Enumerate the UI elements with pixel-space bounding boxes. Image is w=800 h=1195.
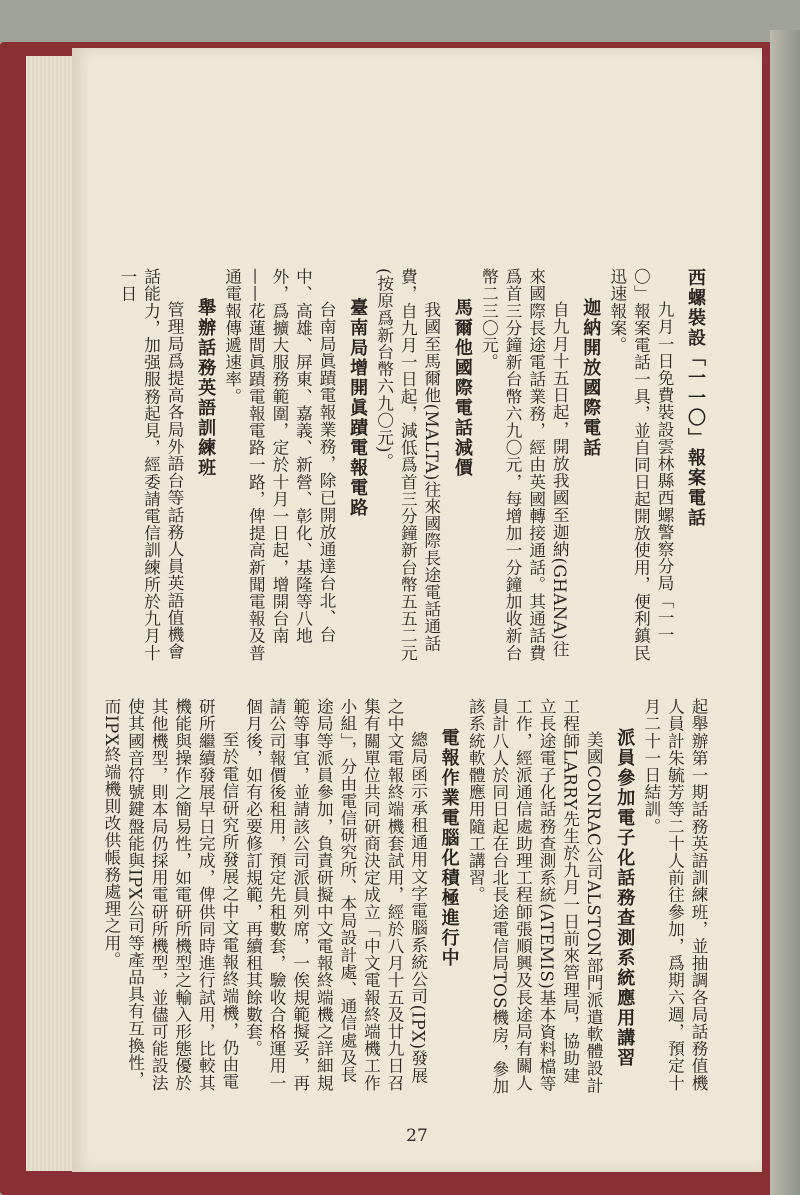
page-edges xyxy=(26,56,78,1171)
article-paragraph: 美國CONRAC公司ALSTON部門派遣軟體設計工程師LARRY先生於九月一日前來管理局，協助建立長途電子化話務查測系統(ATEMIS)基本資料檔等工作，經派通信處助理工程師張順興及長途局有關人員計八人於同日起在台北長途電信局TOS機房，參加該系統軟體應用隨工講習。 xyxy=(466,698,604,1095)
article-title: 馬爾他國際電話減價 xyxy=(451,298,473,478)
article-paragraph: 台南局眞蹟電報業務，除已開放通達台北、台中、高雄、屏東、嘉義、新營、彰化、基隆等八地外，爲擴大服務範圍，定於十月一日起，增開台南——花蓮間眞蹟電報電路一路，俾提高新聞電報及普通電報傳遞速率。 xyxy=(222,268,337,662)
article-title: 舉辦話務英語訓練班 xyxy=(195,298,217,478)
article-paragraph: 至於電信研究所發展之中文電報終端機，仍由電研所繼續發展早日完成，俾供同時進行試用，比較其機能與操作之簡易性，如電研所機型之輸入形態優於其他機型，則本局仍採用電研所機型，並儘可能設法使其國音符號鍵盤能與IPX公司等產品具有互換性，而IPX終端機則改供帳務處理之用。 xyxy=(101,698,239,1092)
article-title: 派員參加電子化話務查測系統應用講習 xyxy=(614,728,636,1068)
article-title: 西螺裝設「一一〇」報案電話 xyxy=(685,268,706,528)
article-title: 電報作業電腦化積極進行中 xyxy=(438,728,460,968)
page-number: 27 xyxy=(406,1126,428,1146)
article-paragraph: 我國至馬爾他(MALTA)往來國際長途電話通話費，自九月一日起，減低爲首三分鐘新台幣五五二元(按原爲新台幣六九〇元)。 xyxy=(374,268,441,662)
background-right xyxy=(770,30,800,1195)
bottom-text-block xyxy=(101,698,710,1098)
article-title: 臺南局增開眞蹟電報電路 xyxy=(347,298,369,518)
document-page xyxy=(72,48,762,1172)
article-title: 迦納開放國際電話 xyxy=(580,298,602,458)
article-paragraph: 管理局爲提高各局外語台等話務人員英語值機會話能力，加强服務起見，經委請電信訓練所於九月十一日 xyxy=(117,268,185,662)
article-paragraph: 自九月十五日起，開放我國至迦納(GHANA)往來國際長途電話業務，經由英國轉接通話。其通話費爲首三分鐘新台幣六九〇元，每增加一分鐘加收新台幣二三〇元。 xyxy=(479,268,570,662)
article-paragraph: 總局函示承租通用文字電腦系統公司(IPX)發展之中文電報終端機套試用，經於八月十五及廿九日召集有關單位共同研商決定成立「中文電報終端機工作小組」，分由電信研究所、本局設計處、通信處及長途局等派員參加，負責研擬中文電報終端機之詳細規範等事宜，並請該公司派員列席，一俟規範擬妥，再請公司報價後租用，預定先租數套，驗收合格運用一個月後，如有必要修訂規範，再續租其餘數套。 xyxy=(243,698,428,1092)
article-paragraph: 九月一日免費裝設雲林縣西螺警察分局「一一〇」報案電話一具，並自同日起開放使用，便利鎮民迅速報案。 xyxy=(607,268,674,662)
top-text-block xyxy=(117,268,710,663)
article-paragraph: 起舉辦第一期話務英語訓練班，並抽調各局話務值機人員計朱毓芳等二十人前往參加，爲期六週，預定十月二十一日結訓。 xyxy=(641,698,708,1092)
